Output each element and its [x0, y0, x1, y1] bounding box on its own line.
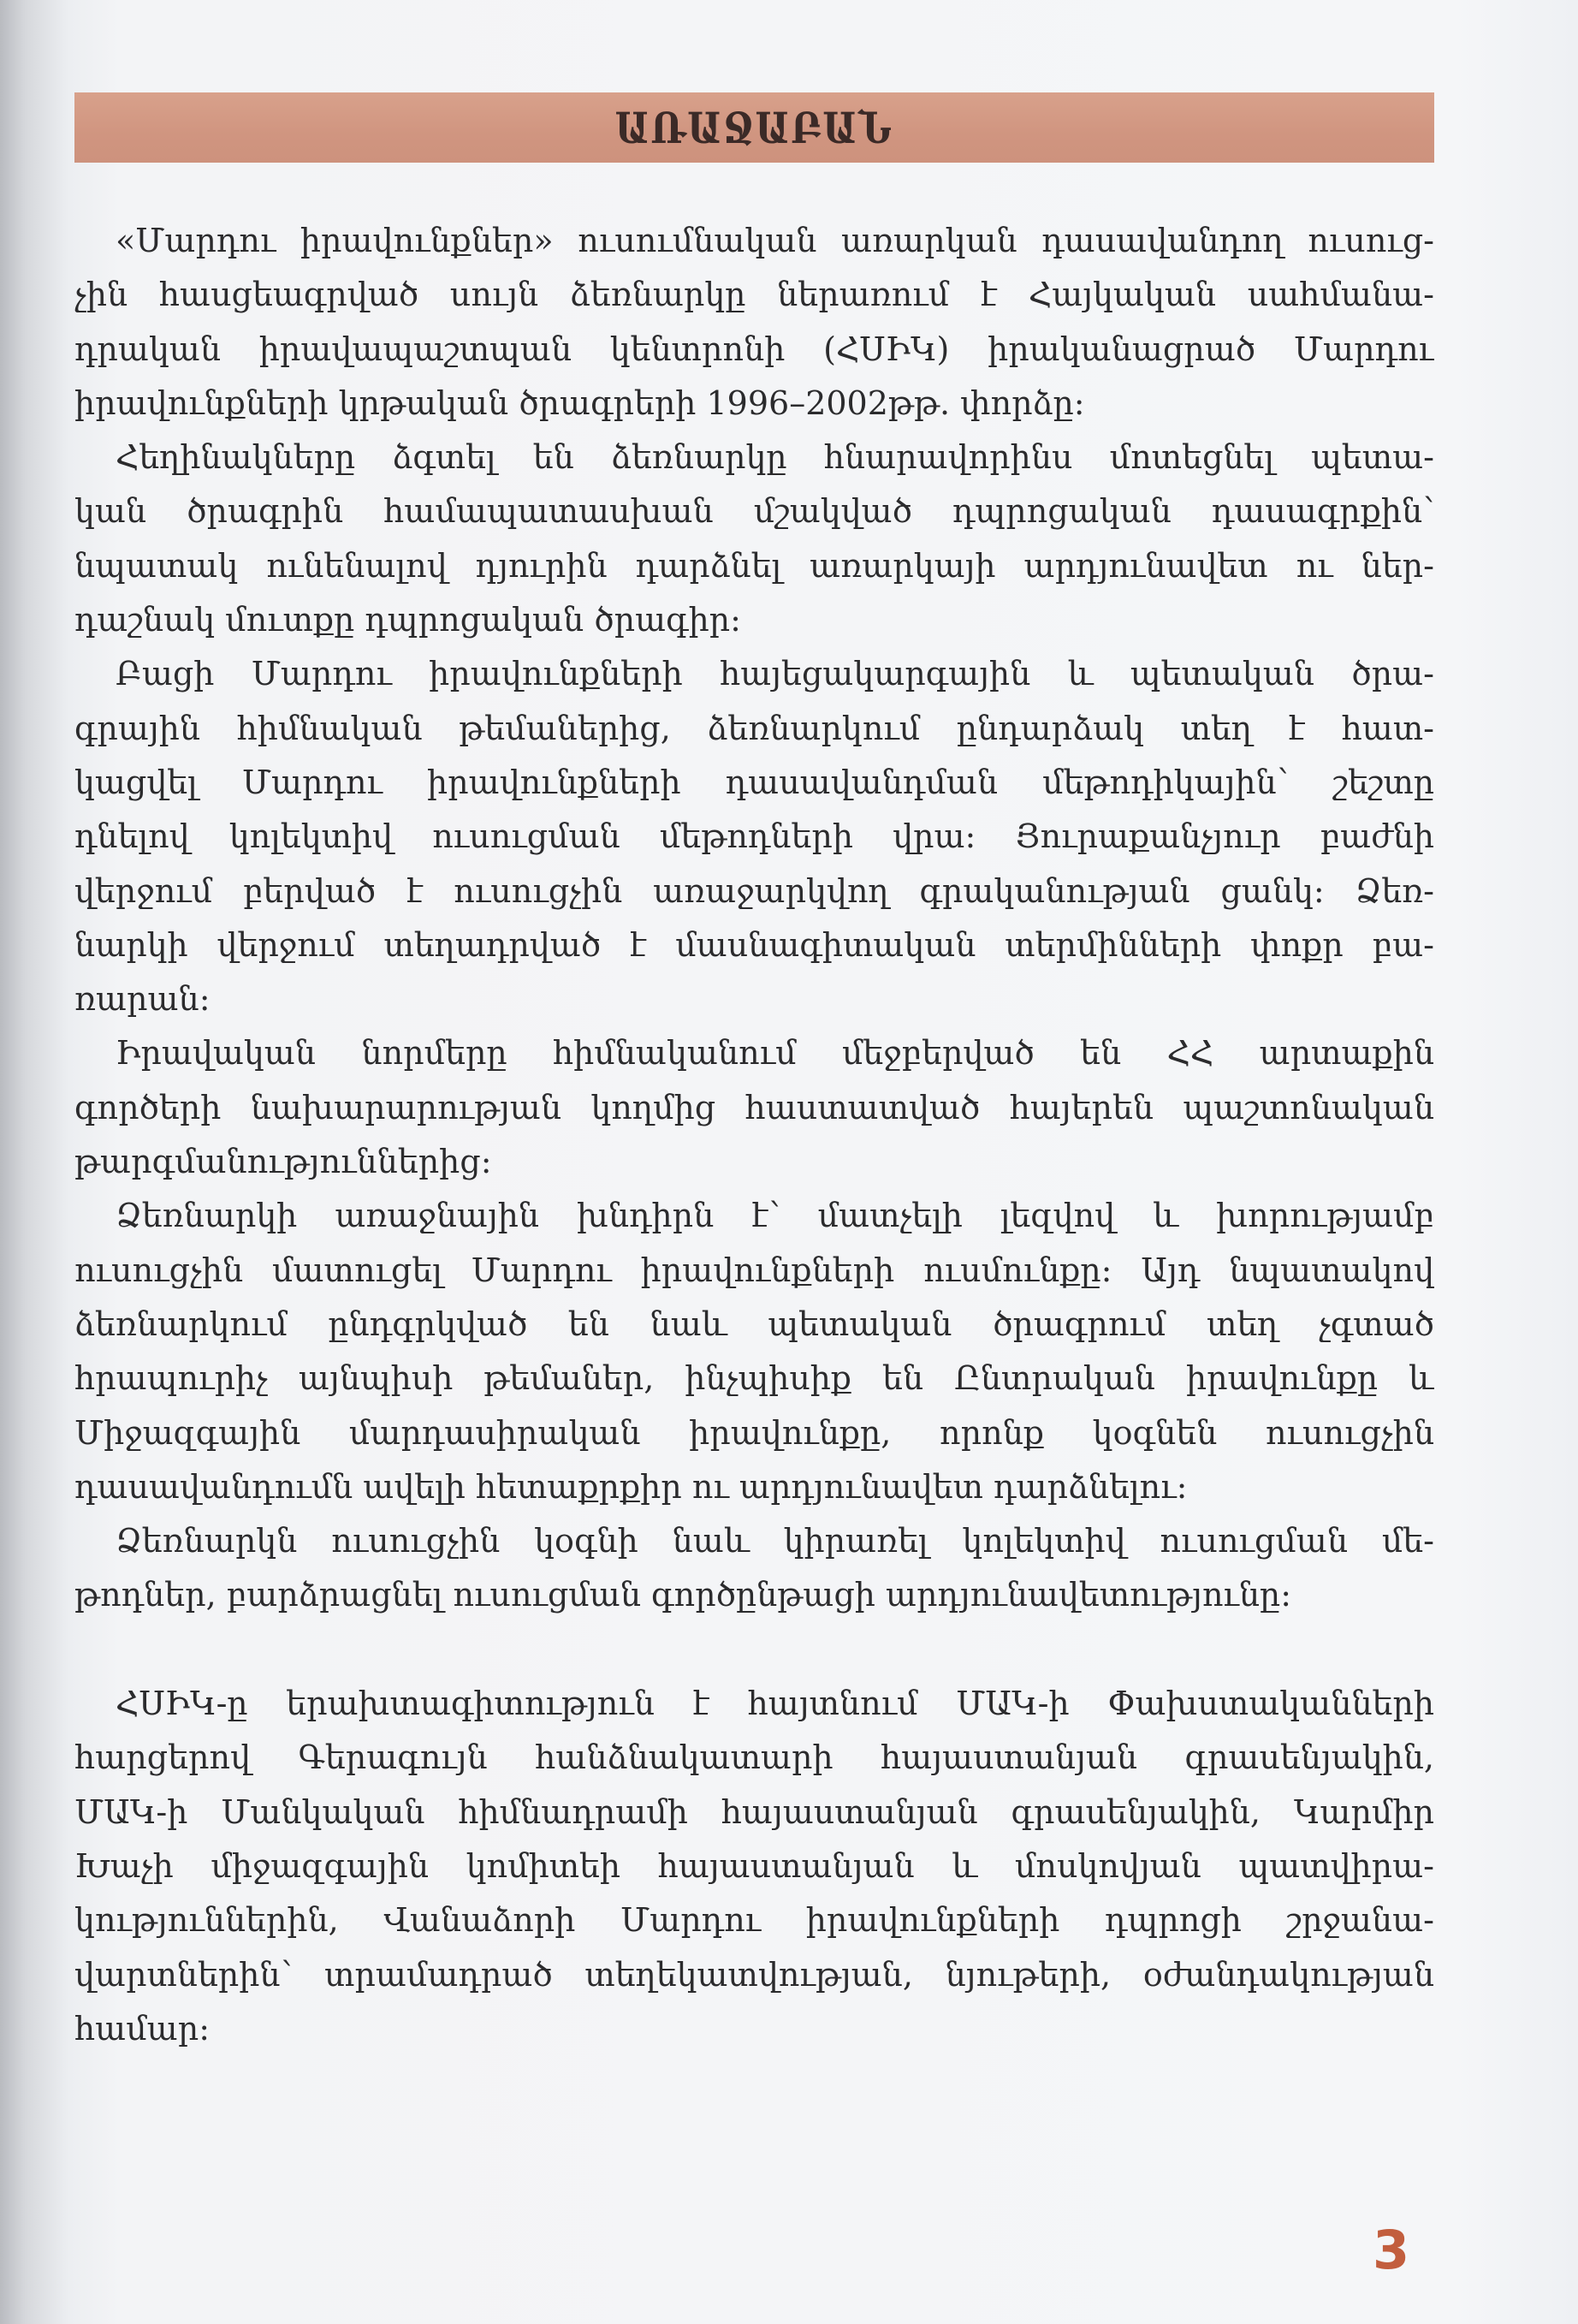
text-line: «Մարդու իրավունքներ» ուսումնական առարկան դասավանդող ուսուց- — [116, 222, 1434, 259]
preface-body — [74, 214, 1434, 2056]
text-line: հրապուրիչ այնպիսի թեմաներ, ինչպիսիք են Ընտրական իրավունքը և — [74, 1359, 1434, 1398]
page-number: 3 — [1373, 2219, 1410, 2281]
text-line: կացվել Մարդու իրավունքների դասավանդման մեթոդիկային՝ շեշտը — [74, 763, 1434, 801]
section-title-bar — [74, 92, 1434, 163]
section-title: ԱՌԱՋԱԲԱՆ — [615, 102, 893, 153]
text-line: դաշնակ մուտքը դպրոցական ծրագիր: — [74, 601, 741, 639]
text-line: չին հասցեագրված սույն ձեռնարկը ներառում է Հայկական սահմանա- — [74, 276, 1434, 314]
text-line: վարտներին՝ տրամադրած տեղեկատվության, նյութերի, օժանդակության — [74, 1955, 1434, 1994]
paragraph — [74, 1026, 1434, 1189]
text-line: նպատակ ունենալով դյուրին դարձնել առարկայի արդյունավետ ու ներ- — [74, 546, 1434, 585]
paragraph — [74, 1677, 1434, 2056]
text-line: Բացի Մարդու իրավունքների հայեցակարգային և պետական ծրա- — [116, 655, 1434, 693]
text-line: ուսուցչին մատուցել Մարդու իրավունքների ուսմունքը: Այդ նպատակով — [74, 1251, 1434, 1289]
paragraph-spacer — [74, 1623, 1434, 1677]
text-line: ձեռնարկում ընդգրկված են նաև պետական ծրագրում տեղ չգտած — [74, 1305, 1434, 1343]
text-line: Ձեռնարկի առաջնային խնդիրն է՝ մատչելի լեզվով և խորությամբ — [116, 1197, 1434, 1235]
text-line: ռարան: — [74, 980, 211, 1019]
text-line: թարգմանություններից: — [74, 1143, 492, 1181]
text-line: համար: — [74, 2009, 211, 2048]
paragraph — [74, 647, 1434, 1026]
text-line: Ձեռնարկն ուսուցչին կօգնի նաև կիրառել կոլեկտիվ ուսուցման մե- — [116, 1522, 1434, 1560]
text-line: Խաչի միջազգային կոմիտեի հայաստանյան և մոսկովյան պատվիրա- — [74, 1846, 1434, 1885]
text-line: գործերի նախարարության կողմից հաստատված հայերեն պաշտոնական — [74, 1088, 1434, 1126]
text-line: ՀՍԻԿ-ը երախտագիտություն է հայտնում ՄԱԿ-ի Փախստականների — [116, 1685, 1434, 1723]
text-line: դասավանդումն ավելի հետաքրքիր ու արդյունավետ դարձնելու: — [74, 1467, 1188, 1506]
text-line: Միջազգային մարդասիրական իրավունքը, որոնք կօգնեն ուսուցչին — [74, 1413, 1434, 1452]
paragraph — [74, 431, 1434, 647]
text-line: գրային հիմնական թեմաներից, ձեռնարկում ընդարձակ տեղ է հատ- — [74, 709, 1434, 747]
text-line: ՄԱԿ-ի Մանկական հիմնադրամի հայաստանյան գրասենյակին, Կարմիր — [74, 1792, 1434, 1831]
paragraph — [74, 214, 1434, 431]
text-line: Իրավական նորմերը հիմնականում մեջբերված են ՀՀ արտաքին — [116, 1034, 1434, 1073]
paragraph — [74, 1514, 1434, 1623]
text-line: նարկի վերջում տեղադրված է մասնագիտական տերմինների փոքր բա- — [74, 925, 1434, 964]
text-line: կություններին, Վանաձորի Մարդու իրավունքների դպրոցի շրջանա- — [74, 1901, 1434, 1940]
text-line: Հեղինակները ձգտել են ձեռնարկը հնարավորինս մոտեցնել պետա- — [116, 438, 1434, 477]
text-line: հարցերով Գերագույն հանձնակատարի հայաստանյան գրասենյակին, — [74, 1739, 1434, 1777]
text-line: թոդներ, բարձրացնել ուսուցման գործընթացի արդյունավետությունը: — [74, 1576, 1291, 1614]
text-line: դրական իրավապաշտպան կենտրոնի (ՀՍԻԿ) իրականացրած Մարդու — [74, 330, 1434, 368]
text-line: վերջում բերված է ուսուցչին առաջարկվող գրականության ցանկ: Ձեռ- — [74, 871, 1434, 910]
text-line: իրավունքների կրթական ծրագրերի 1996–2002թթ. փորձը: — [74, 383, 1085, 422]
paragraph — [74, 1189, 1434, 1514]
text-line: կան ծրագրին համապատասխան մշակված դպրոցական դասագրքին՝ — [74, 492, 1434, 531]
text-line: դնելով կոլեկտիվ ուսուցման մեթոդների վրա: Յուրաքանչյուր բաժնի — [74, 817, 1434, 856]
